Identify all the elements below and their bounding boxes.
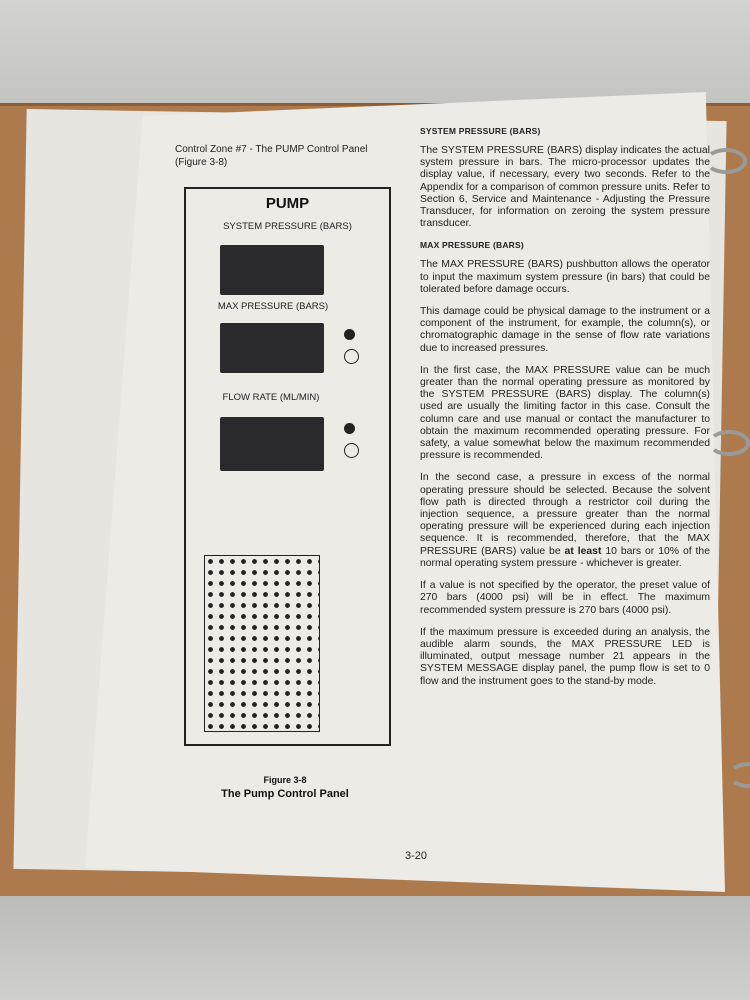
max-pressure-led-icon (344, 329, 355, 340)
max-pressure-label: MAX PRESSURE (BARS) (217, 301, 329, 312)
section-heading: SYSTEM PRESSURE (BARS) (420, 126, 541, 136)
pump-control-panel-figure (184, 187, 391, 746)
figure-number: Figure 3-8 (263, 775, 307, 785)
max-pressure-display (220, 323, 324, 373)
paragraph: The MAX PRESSURE (BARS) pushbutton allows the operator to input the maximum system pressure (in bars) that could be tolerated before damage occurs. (420, 259, 710, 295)
paragraph: In the first case, the MAX PRESSURE value can be much greater than the normal operating pressure as monitored by the SYSTEM PRESSURE (BARS) display. The column(s) used are usually the limiting factor in this case. Consult the column care and use manual or contact the manufacturer to obtain the maximum recommended operating pressure. For safety, a value somewhat below the maximum recommended pressure is recommended. (420, 364, 710, 462)
text-column (420, 126, 710, 698)
system-pressure-display (220, 245, 324, 295)
panel-title: PUMP (265, 195, 310, 212)
paragraph: This damage could be physical damage to the instrument or a component of the instrument, for example, the column(s), or chromatographic damage in the sense of flow rate variations due to increased pressures. (420, 306, 710, 354)
page-number: 3-20 (405, 850, 428, 862)
control-zone-caption: Control Zone #7 - The PUMP Control Panel (Figure 3-8) (175, 144, 368, 168)
emphasis: at least (564, 545, 602, 557)
figure-caption (200, 775, 370, 800)
paragraph: If the maximum pressure is exceeded during an analysis, the audible alarm sounds, the MAX PRESSURE LED is illuminated, output message number 21 appears in the SYSTEM MESSAGE display panel, the pump flow is set to 0 flow and the instrument goes to the stand-by mode. (420, 626, 710, 687)
paragraph (420, 472, 710, 570)
figure-title: The Pump Control Panel (221, 788, 349, 800)
paragraph: The SYSTEM PRESSURE (BARS) display indicates the actual system pressure in bars. The micro-processor updates the display value, if necessary, every two seconds. Refer to the Appendix for a comparison of common pressure units. Refer to Section 6, Service and Maintenance - Adjusting the Pressure Transducer, for information on zeroing the system pressure transducer. (420, 145, 710, 230)
section-heading: MAX PRESSURE (BARS) (420, 240, 524, 251)
paragraph: If a value is not specified by the operator, the preset value of 270 bars (4000 psi) will be in effect. The maximum recommended system pressure is 270 bars (4000 psi). (420, 580, 710, 616)
max-pressure-button-icon (344, 349, 359, 364)
text: In the second case, a pressure in excess of the normal operating pressure should be selected. Because the solvent flow path is directed through a restrictor coil during the injection sequence, a pressure greater than the normal operating pressure will be experienced during each injection sequence. It is recommended, therefore, that the MAX PRESSURE (BARS) value be (420, 472, 710, 557)
flow-rate-button-icon (344, 443, 359, 458)
flow-rate-label: FLOW RATE (ML/MIN) (222, 392, 320, 403)
speaker-grille (204, 555, 320, 732)
flow-rate-led-icon (344, 423, 355, 434)
flow-rate-display (220, 417, 324, 471)
system-pressure-label: SYSTEM PRESSURE (BARS) (223, 221, 352, 232)
text: 10 bars or 10% of the normal operating system pressure - whichever is greater. (420, 545, 710, 569)
